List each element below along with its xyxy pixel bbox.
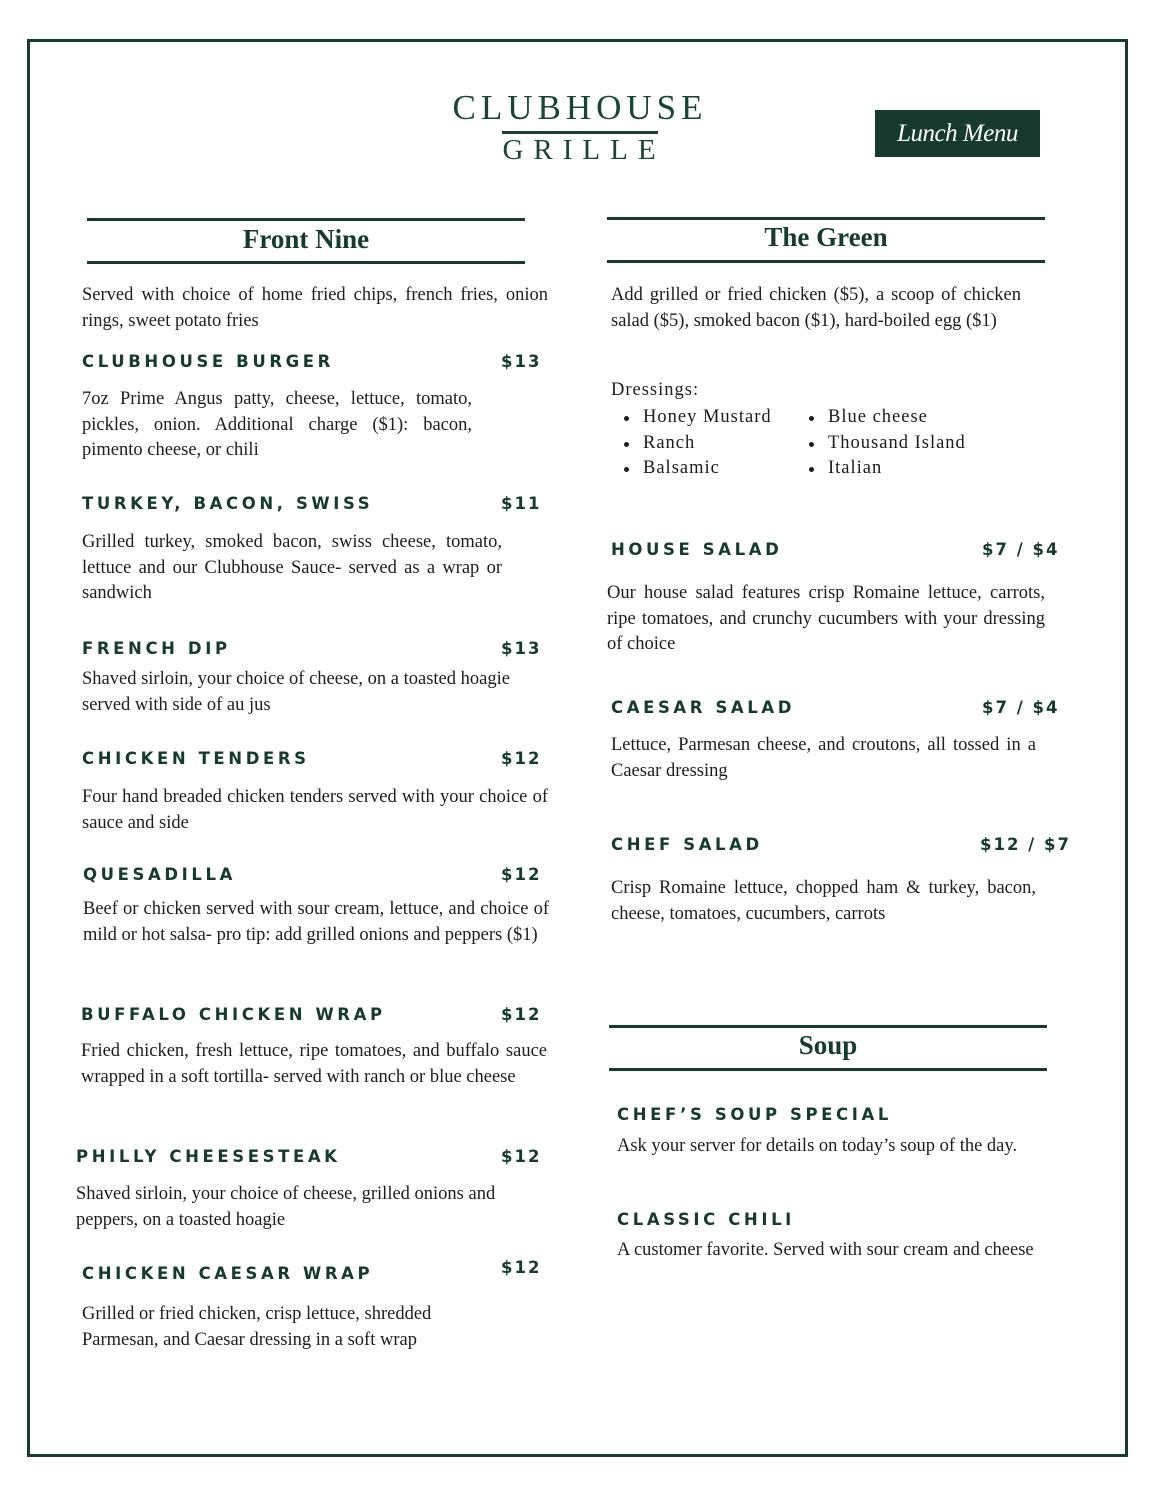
the-green-bottom-rule: [607, 260, 1045, 263]
item-price-house-salad: $7 / $4: [982, 540, 1060, 559]
item-desc-house-salad: Our house salad features crisp Romaine lettuce, carrots, ripe tomatoes, and crunchy cucumbers with your dressing of choice: [607, 583, 1045, 654]
the-green-top-rule: [607, 217, 1045, 220]
item-desc-philly-cheesesteak: Shaved sirloin, your choice of cheese, grilled onions and peppers, on a toasted hoagie: [76, 1184, 496, 1230]
item-desc-classic-chili: A customer favorite. Served with sour cream and cheese: [617, 1240, 1034, 1260]
item-desc-quesadilla: Beef or chicken served with sour cream, lettuce, and choice of mild or hot salsa- pro tip: add grilled onions and peppers ($1): [83, 899, 549, 945]
item-name-quesadilla: QUESADILLA: [83, 865, 236, 884]
item-name-chicken-caesar-wrap: CHICKEN CAESAR WRAP: [82, 1264, 374, 1283]
the-green-title: The Green: [764, 222, 888, 252]
item-name-caesar-salad: CAESAR SALAD: [611, 698, 796, 717]
dressings-list-right: [796, 405, 966, 482]
item-desc-chef-salad: Crisp Romaine lettuce, chopped ham & turkey, bacon, cheese, tomatoes, cucumbers, carrots: [611, 878, 1036, 924]
item-name-chefs-soup-special: CHEF’S SOUP SPECIAL: [617, 1105, 892, 1124]
item-name-chicken-tenders: CHICKEN TENDERS: [82, 749, 310, 768]
item-price-french-dip: $13: [501, 639, 542, 658]
item-desc-caesar-salad: Lettuce, Parmesan cheese, and croutons, all tossed in a Caesar dressing: [611, 735, 1036, 781]
lunch-menu-badge: Lunch Menu: [875, 110, 1040, 157]
item-desc-buffalo-chicken-wrap: Fried chicken, fresh lettuce, ripe tomatoes, and buffalo sauce wrapped in a soft tortilla- served with ranch or blue cheese: [81, 1041, 547, 1087]
front-nine-title: Front Nine: [242, 224, 370, 254]
list-item: Ranch: [611, 431, 772, 457]
item-name-classic-chili: CLASSIC CHILI: [617, 1210, 795, 1229]
list-item: Honey Mustard: [611, 405, 772, 431]
list-item: Blue cheese: [796, 405, 966, 431]
item-desc-chicken-caesar-wrap: Grilled or fried chicken, crisp lettuce, shredded Parmesan, and Caesar dressing in a soft wrap: [82, 1304, 432, 1350]
logo-grille: GRILLE: [502, 134, 666, 166]
item-price-philly-cheesesteak: $12: [501, 1147, 542, 1166]
item-name-philly-cheesesteak: PHILLY CHEESESTEAK: [76, 1147, 341, 1166]
soup-top-rule: [609, 1025, 1047, 1028]
item-price-chef-salad: $12 / $7: [980, 835, 1071, 854]
item-name-buffalo-chicken-wrap: BUFFALO CHICKEN WRAP: [81, 1005, 386, 1024]
list-item: Balsamic: [611, 456, 772, 482]
list-item: Italian: [796, 456, 966, 482]
item-price-quesadilla: $12: [501, 865, 542, 884]
item-desc-chicken-tenders: Four hand breaded chicken tenders served with your choice of sauce and side: [82, 787, 548, 833]
soup-title: Soup: [798, 1030, 858, 1060]
item-desc-clubhouse-burger: 7oz Prime Angus patty, cheese, lettuce, tomato, pickles, onion. Additional charge ($1): bacon, pimento cheese, or chili: [82, 389, 472, 460]
item-price-chicken-tenders: $12: [501, 749, 542, 768]
front-nine-bottom-rule: [87, 261, 525, 264]
item-name-chef-salad: CHEF SALAD: [611, 835, 763, 854]
item-name-house-salad: HOUSE SALAD: [611, 540, 783, 559]
item-price-turkey-bacon-swiss: $11: [501, 494, 542, 513]
item-name-turkey-bacon-swiss: TURKEY, BACON, SWISS: [82, 494, 374, 513]
front-nine-intro: Served with choice of home fried chips, french fries, onion rings, sweet potato fries: [82, 285, 548, 331]
item-price-chicken-caesar-wrap: $12: [501, 1258, 542, 1277]
soup-bottom-rule: [609, 1068, 1047, 1071]
logo-clubhouse: CLUBHOUSE: [452, 88, 708, 127]
dressings-list-left: [611, 405, 772, 482]
dressings-label: Dressings:: [611, 380, 700, 400]
list-item: Thousand Island: [796, 431, 966, 457]
front-nine-top-rule: [87, 218, 525, 221]
item-desc-french-dip: Shaved sirloin, your choice of cheese, on a toasted hoagie served with side of au jus: [82, 669, 510, 715]
item-name-french-dip: FRENCH DIP: [82, 639, 231, 658]
item-price-clubhouse-burger: $13: [501, 352, 542, 371]
item-price-caesar-salad: $7 / $4: [982, 698, 1060, 717]
item-desc-turkey-bacon-swiss: Grilled turkey, smoked bacon, swiss cheese, tomato, lettuce and our Clubhouse Sauce- served as a wrap or sandwich: [82, 532, 502, 603]
item-desc-chefs-soup-special: Ask your server for details on today’s soup of the day.: [617, 1136, 1018, 1156]
the-green-intro: Add grilled or fried chicken ($5), a scoop of chicken salad ($5), smoked bacon ($1), hard-boiled egg ($1): [611, 285, 1021, 331]
item-price-buffalo-chicken-wrap: $12: [501, 1005, 542, 1024]
item-name-clubhouse-burger: CLUBHOUSE BURGER: [82, 352, 334, 371]
